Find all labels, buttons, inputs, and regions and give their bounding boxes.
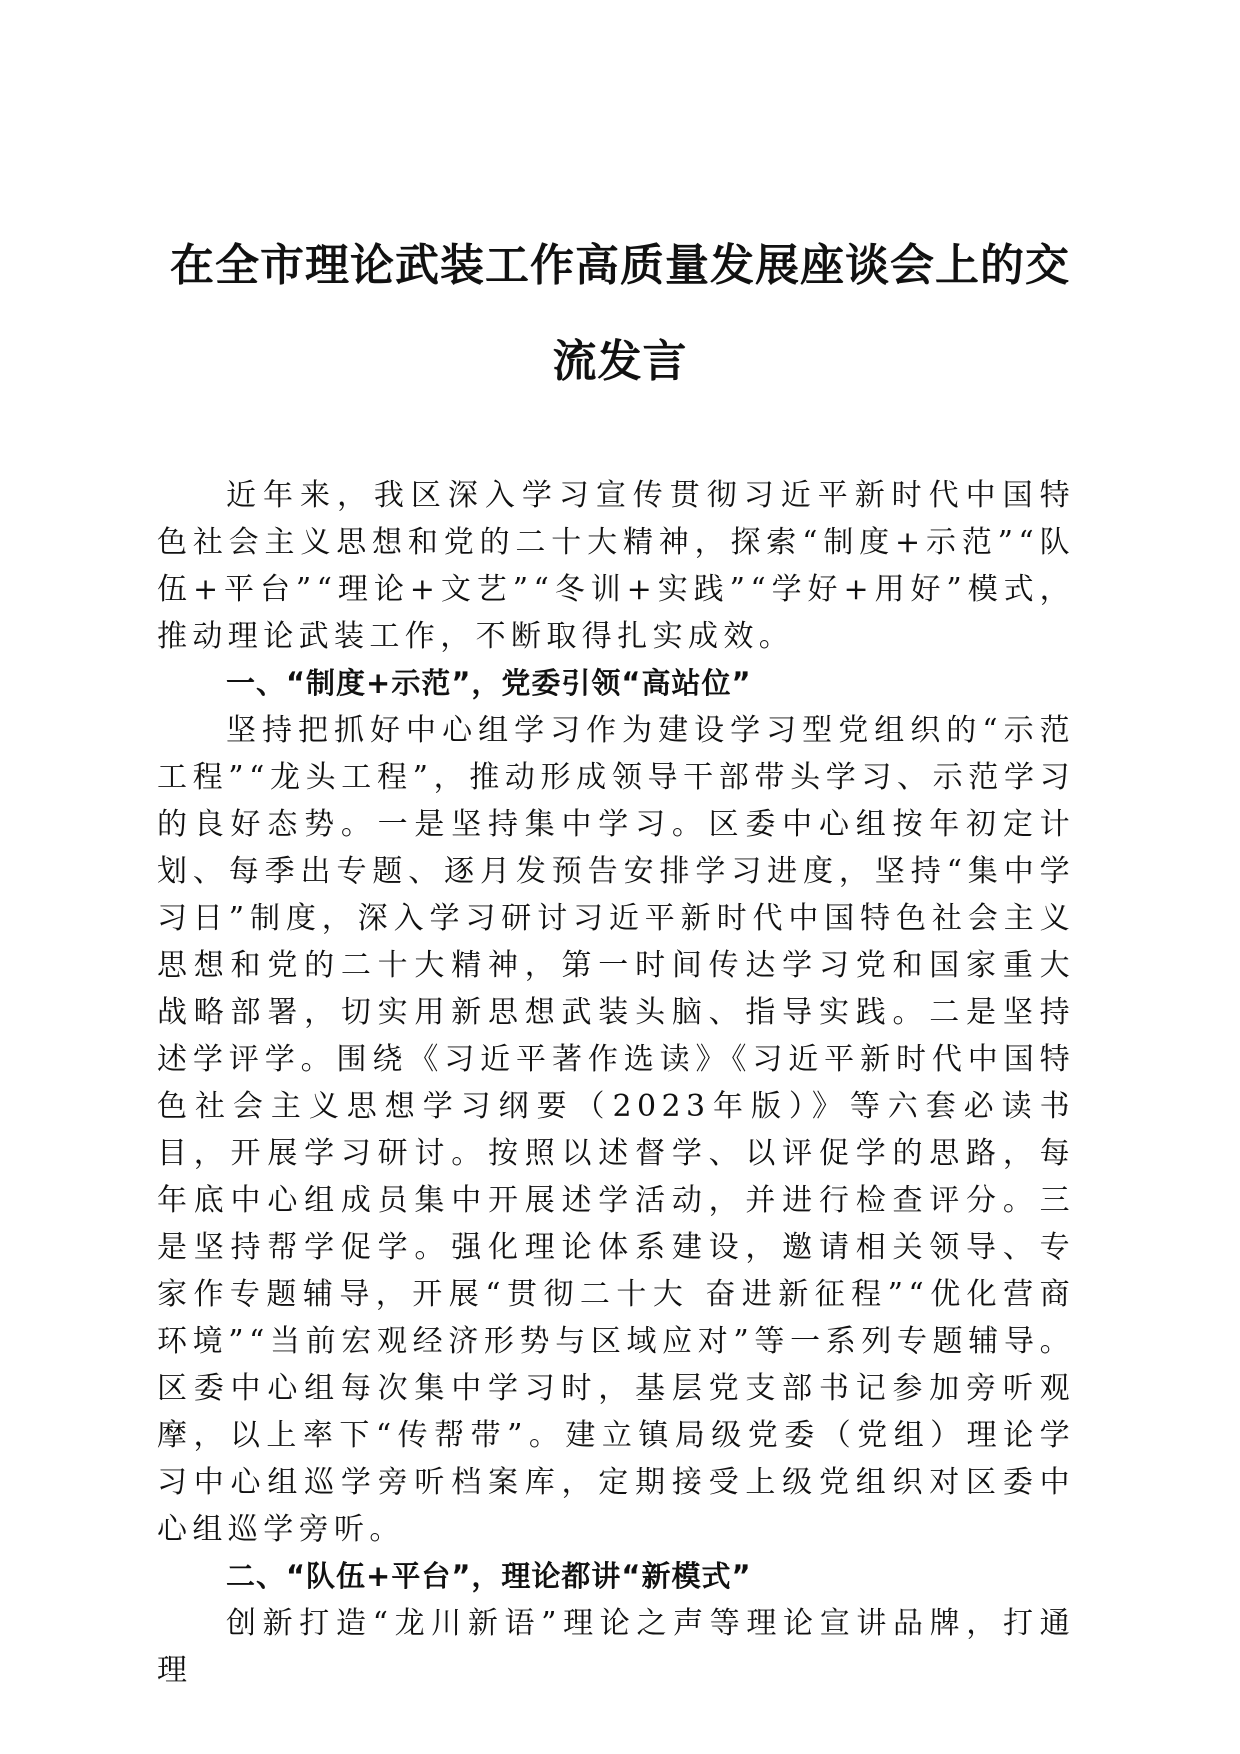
section-1-heading: 一、“制度+示范”，党委引领“高站位” <box>226 666 752 700</box>
document-title: 在全市理论武装工作高质量发展座谈会上的交流发言 <box>170 240 1070 387</box>
document-body <box>157 472 1075 1694</box>
section-2-paragraph: 创新打造“龙川新语”理论之声等理论宣讲品牌，打通理 <box>157 1606 1075 1688</box>
section-1-paragraph: 坚持把抓好中心组学习作为建设学习型党组织的“示范工程”“龙头工程”，推动形成领导干部带头学习、示范学习的良好态势。一是坚持集中学习。区委中心组按年初定计划、每季出专题、逐月发预告安排学习进度，坚持“集中学习日”制度，深入学习研讨习近平新时代中国特色社会主义思想和党的二十大精神，第一时间传达学习党和国家重大战略部署，切实用新思想武装头脑、指导实践。二是坚持述学评学。围绕《习近平著作选读》《习近平新时代中国特色社会主义思想学习纲要（2023年版）》等六套必读书目，开展学习研讨。按照以述督学、以评促学的思路，每年底中心组成员集中开展述学活动，并进行检查评分。三是坚持帮学促学。强化理论体系建设，邀请相关领导、专家作专题辅导，开展“贯彻二十大 奋进新征程”“优化营商环境”“当前宏观经济形势与区域应对”等一系列专题辅导。区委中心组每次集中学习时，基层党支部书记参加旁听观摩，以上率下“传帮带”。建立镇局级党委（党组）理论学习中心组巡学旁听档案库，定期接受上级党组织对区委中心组巡学旁听。 <box>157 713 1075 1547</box>
intro-paragraph: 近年来，我区深入学习宣传贯彻习近平新时代中国特色社会主义思想和党的二十大精神，探索“制度+示范”“队伍+平台”“理论+文艺”“冬训+实践”“学好+用好”模式，推动理论武装工作，不断取得扎实成效。 <box>157 478 1075 654</box>
section-2-heading: 二、“队伍+平台”，理论都讲“新模式” <box>226 1559 752 1593</box>
